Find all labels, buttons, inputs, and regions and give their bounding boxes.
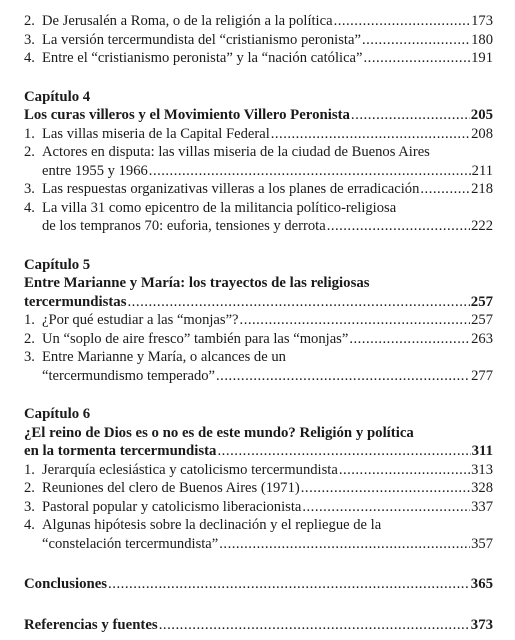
chapter-title: Entre Marianne y María: los trayectos de las religiosas [24, 275, 370, 291]
dot-leader [339, 461, 470, 480]
dot-leader [420, 180, 470, 199]
chapter-label: Capítulo 5 [24, 256, 91, 273]
dot-leader [327, 217, 470, 236]
dot-leader [108, 575, 470, 594]
toc-entry: 4. Entre el “cristianismo peronista” y la “nación católica” ..... 191 [24, 49, 493, 68]
toc-entry: 2. Actores en disputa: las villas miseria de la ciudad de Buenos Aires [24, 144, 430, 160]
dot-leader [334, 12, 471, 31]
referencias-entry: Referencias y fuentes ..... 373 [24, 616, 493, 635]
toc-entry: 3. Pastoral popular y catolicismo liberacionista ..... 337 [24, 498, 493, 517]
conclusiones-entry: Conclusiones ..... 365 [24, 575, 493, 594]
chapter-label: Capítulo 4 [24, 88, 91, 105]
dot-leader [301, 479, 470, 498]
toc-entry: 1. Las villas miseria de la Capital Federal ..... 208 [24, 125, 493, 144]
dot-leader [217, 442, 470, 461]
dot-leader [349, 330, 470, 349]
dot-leader [149, 162, 471, 181]
dot-leader [240, 311, 471, 330]
toc-entry-continuation: entre 1955 y 1966 ..... 211 [24, 162, 493, 181]
chapter-title: Los curas villeros y el Movimiento Villero Peronista ..... 205 [24, 106, 493, 125]
toc-entry: 3. La versión tercermundista del “cristianismo peronista” ..... 180 [24, 31, 493, 50]
toc-entry-continuation: “tercermundismo temperado” ..... 277 [24, 367, 493, 386]
dot-leader [364, 49, 471, 68]
dot-leader [219, 535, 470, 554]
chapter-title-continuation: en la tormenta tercermundista ..... 311 [24, 442, 493, 461]
toc-entry: 2. Reuniones del clero de Buenos Aires (1971) ..... 328 [24, 479, 493, 498]
toc-entry: 2. Un “soplo de aire fresco” también para las “monjas” ..... 263 [24, 330, 493, 349]
dot-leader [362, 31, 470, 50]
toc-entry: 4. Algunas hipótesis sobre la declinación y el repliegue de la [24, 517, 382, 533]
dot-leader [216, 367, 470, 386]
chapter-title: ¿El reino de Dios es o no es de este mundo? Religión y política [24, 424, 414, 441]
toc-entry: 1. Jerarquía eclesiástica y catolicismo tercermundista ..... 313 [24, 461, 493, 480]
dot-leader [127, 293, 469, 312]
dot-leader [159, 616, 470, 635]
dot-leader [351, 106, 470, 125]
toc-entry: 4. La villa 31 como epicentro de la militancia político-religiosa [24, 199, 397, 216]
toc-entry: 3. Las respuestas organizativas villeras a los planes de erradicación ..... 218 [24, 180, 493, 199]
toc-entry: 1. ¿Por qué estudiar a las “monjas”? ..... 257 [24, 311, 493, 330]
chapter-label: Capítulo 6 [24, 406, 91, 422]
toc-entry-continuation: “constelación tercermundista” ..... 357 [24, 535, 493, 554]
toc-entry-continuation: de los tempranos 70: euforia, tensiones y derrota ..... 222 [24, 217, 493, 236]
toc-entry: 3. Entre Marianne y María, o alcances de un [24, 349, 286, 365]
dot-leader [271, 125, 470, 144]
dot-leader [302, 498, 470, 517]
chapter-title-continuation: tercermundistas ..... 257 [24, 293, 493, 312]
toc-entry: 2. De Jerusalén a Roma, o de la religión a la política ..... 173 [24, 12, 493, 31]
